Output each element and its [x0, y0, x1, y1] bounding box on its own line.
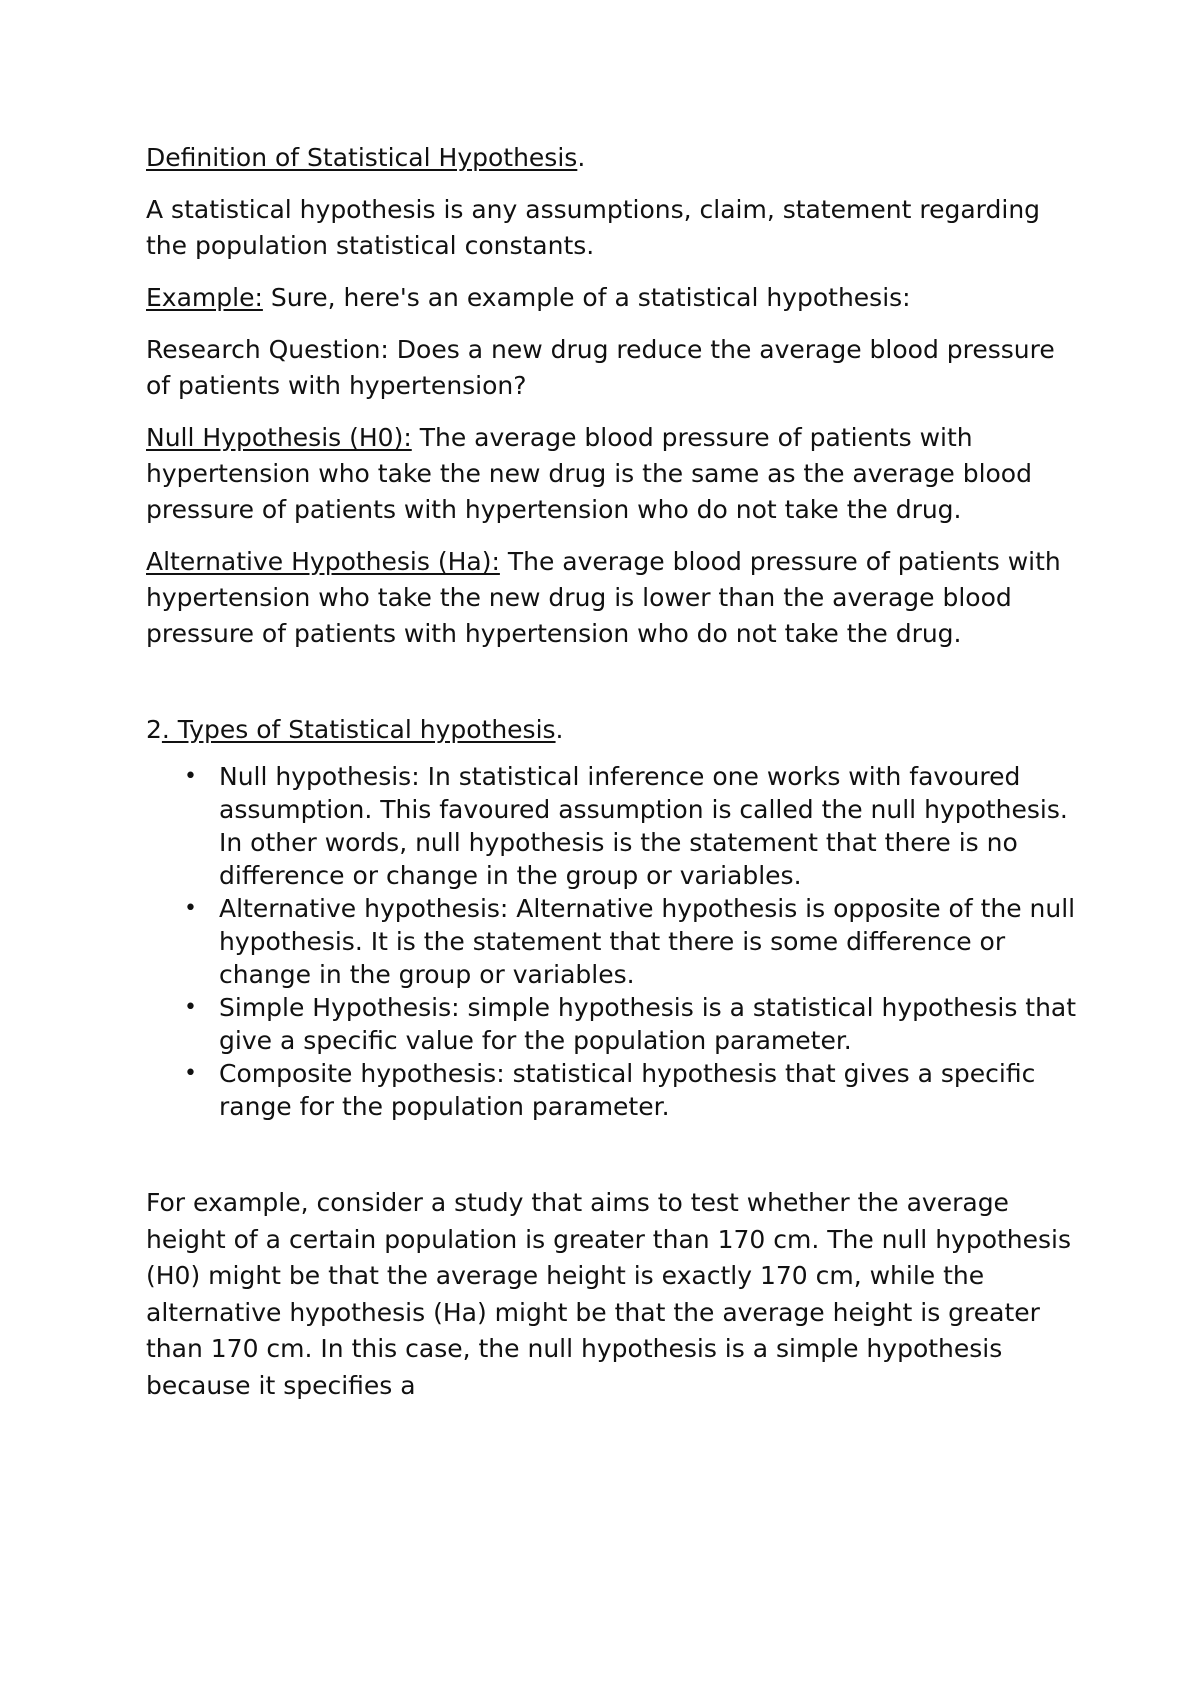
list-item-text: Null hypothesis: In statistical inference one works with favoured assumption. This favoured assumption is called the null hypothesis. In other words, null hypothesis is the statement that there is no difference or change in the group or variables. [219, 762, 1068, 890]
types-heading-line [146, 712, 1086, 748]
alternative-hypothesis-label: Alternative Hypothesis (Ha): [146, 547, 500, 576]
null-hypothesis-paragraph [146, 420, 1086, 528]
alternative-hypothesis-text: The average blood pressure of patients with hypertension who take the new drug is lower than the average blood pressure of patients with hypertension who do not take the drug. [146, 547, 1061, 648]
null-hypothesis-text: The average blood pressure of patients with hypertension who take the new drug is the same as the average blood pressure of patients with hypertension who do not take the drug. [146, 423, 1032, 524]
bullet-icon: • [184, 896, 197, 921]
list-item-text: Alternative hypothesis: Alternative hypothesis is opposite of the null hypothesis. It is the statement that there is some difference or change in the group or variables. [219, 894, 1076, 989]
section-spacer [146, 668, 1086, 712]
bullet-icon: • [184, 764, 197, 789]
bullet-icon: • [184, 1061, 197, 1086]
list-item [146, 760, 1086, 892]
null-hypothesis-label: Null Hypothesis (H0): [146, 423, 412, 452]
types-heading: . Types of Statistical hypothesis [161, 715, 556, 744]
definition-text: A statistical hypothesis is any assumptions, claim, statement regarding the population statistical constants. [146, 195, 1041, 260]
closing-example-paragraph: For example, consider a study that aims to test whether the average height of a certain population is greater than 170 cm. The null hypothesis (H0) might be that the average height is exactly 170 cm, while the alternative hypothesis (Ha) might be that the average height is greater than 170 cm. In this case, the null hypothesis is a simple hypothesis because it specifies a [146, 1188, 1072, 1400]
list-item [146, 1057, 1086, 1123]
list-item-text: Simple Hypothesis: simple hypothesis is a statistical hypothesis that give a specific value for the population parameter. [219, 993, 1077, 1055]
types-heading-suffix: . [555, 715, 564, 744]
research-question: Research Question: Does a new drug reduce the average blood pressure of patients with hypertension? [146, 335, 1055, 400]
example-text: Sure, here's an example of a statistical hypothesis: [262, 283, 911, 312]
document-page [146, 140, 1086, 1420]
list-item [146, 892, 1086, 991]
types-list [146, 760, 1086, 1123]
list-item-text: Composite hypothesis: statistical hypothesis that gives a specific range for the population parameter. [219, 1059, 1036, 1121]
definition-heading-line [146, 140, 1086, 176]
definition-heading-suffix: . [577, 143, 586, 172]
example-line [146, 280, 1086, 316]
example-label: Example: [146, 283, 263, 312]
list-item [146, 991, 1086, 1057]
types-number: 2 [146, 715, 162, 744]
definition-heading: Definition of Statistical Hypothesis [146, 143, 578, 172]
bullet-icon: • [184, 995, 197, 1020]
alternative-hypothesis-paragraph [146, 544, 1086, 652]
